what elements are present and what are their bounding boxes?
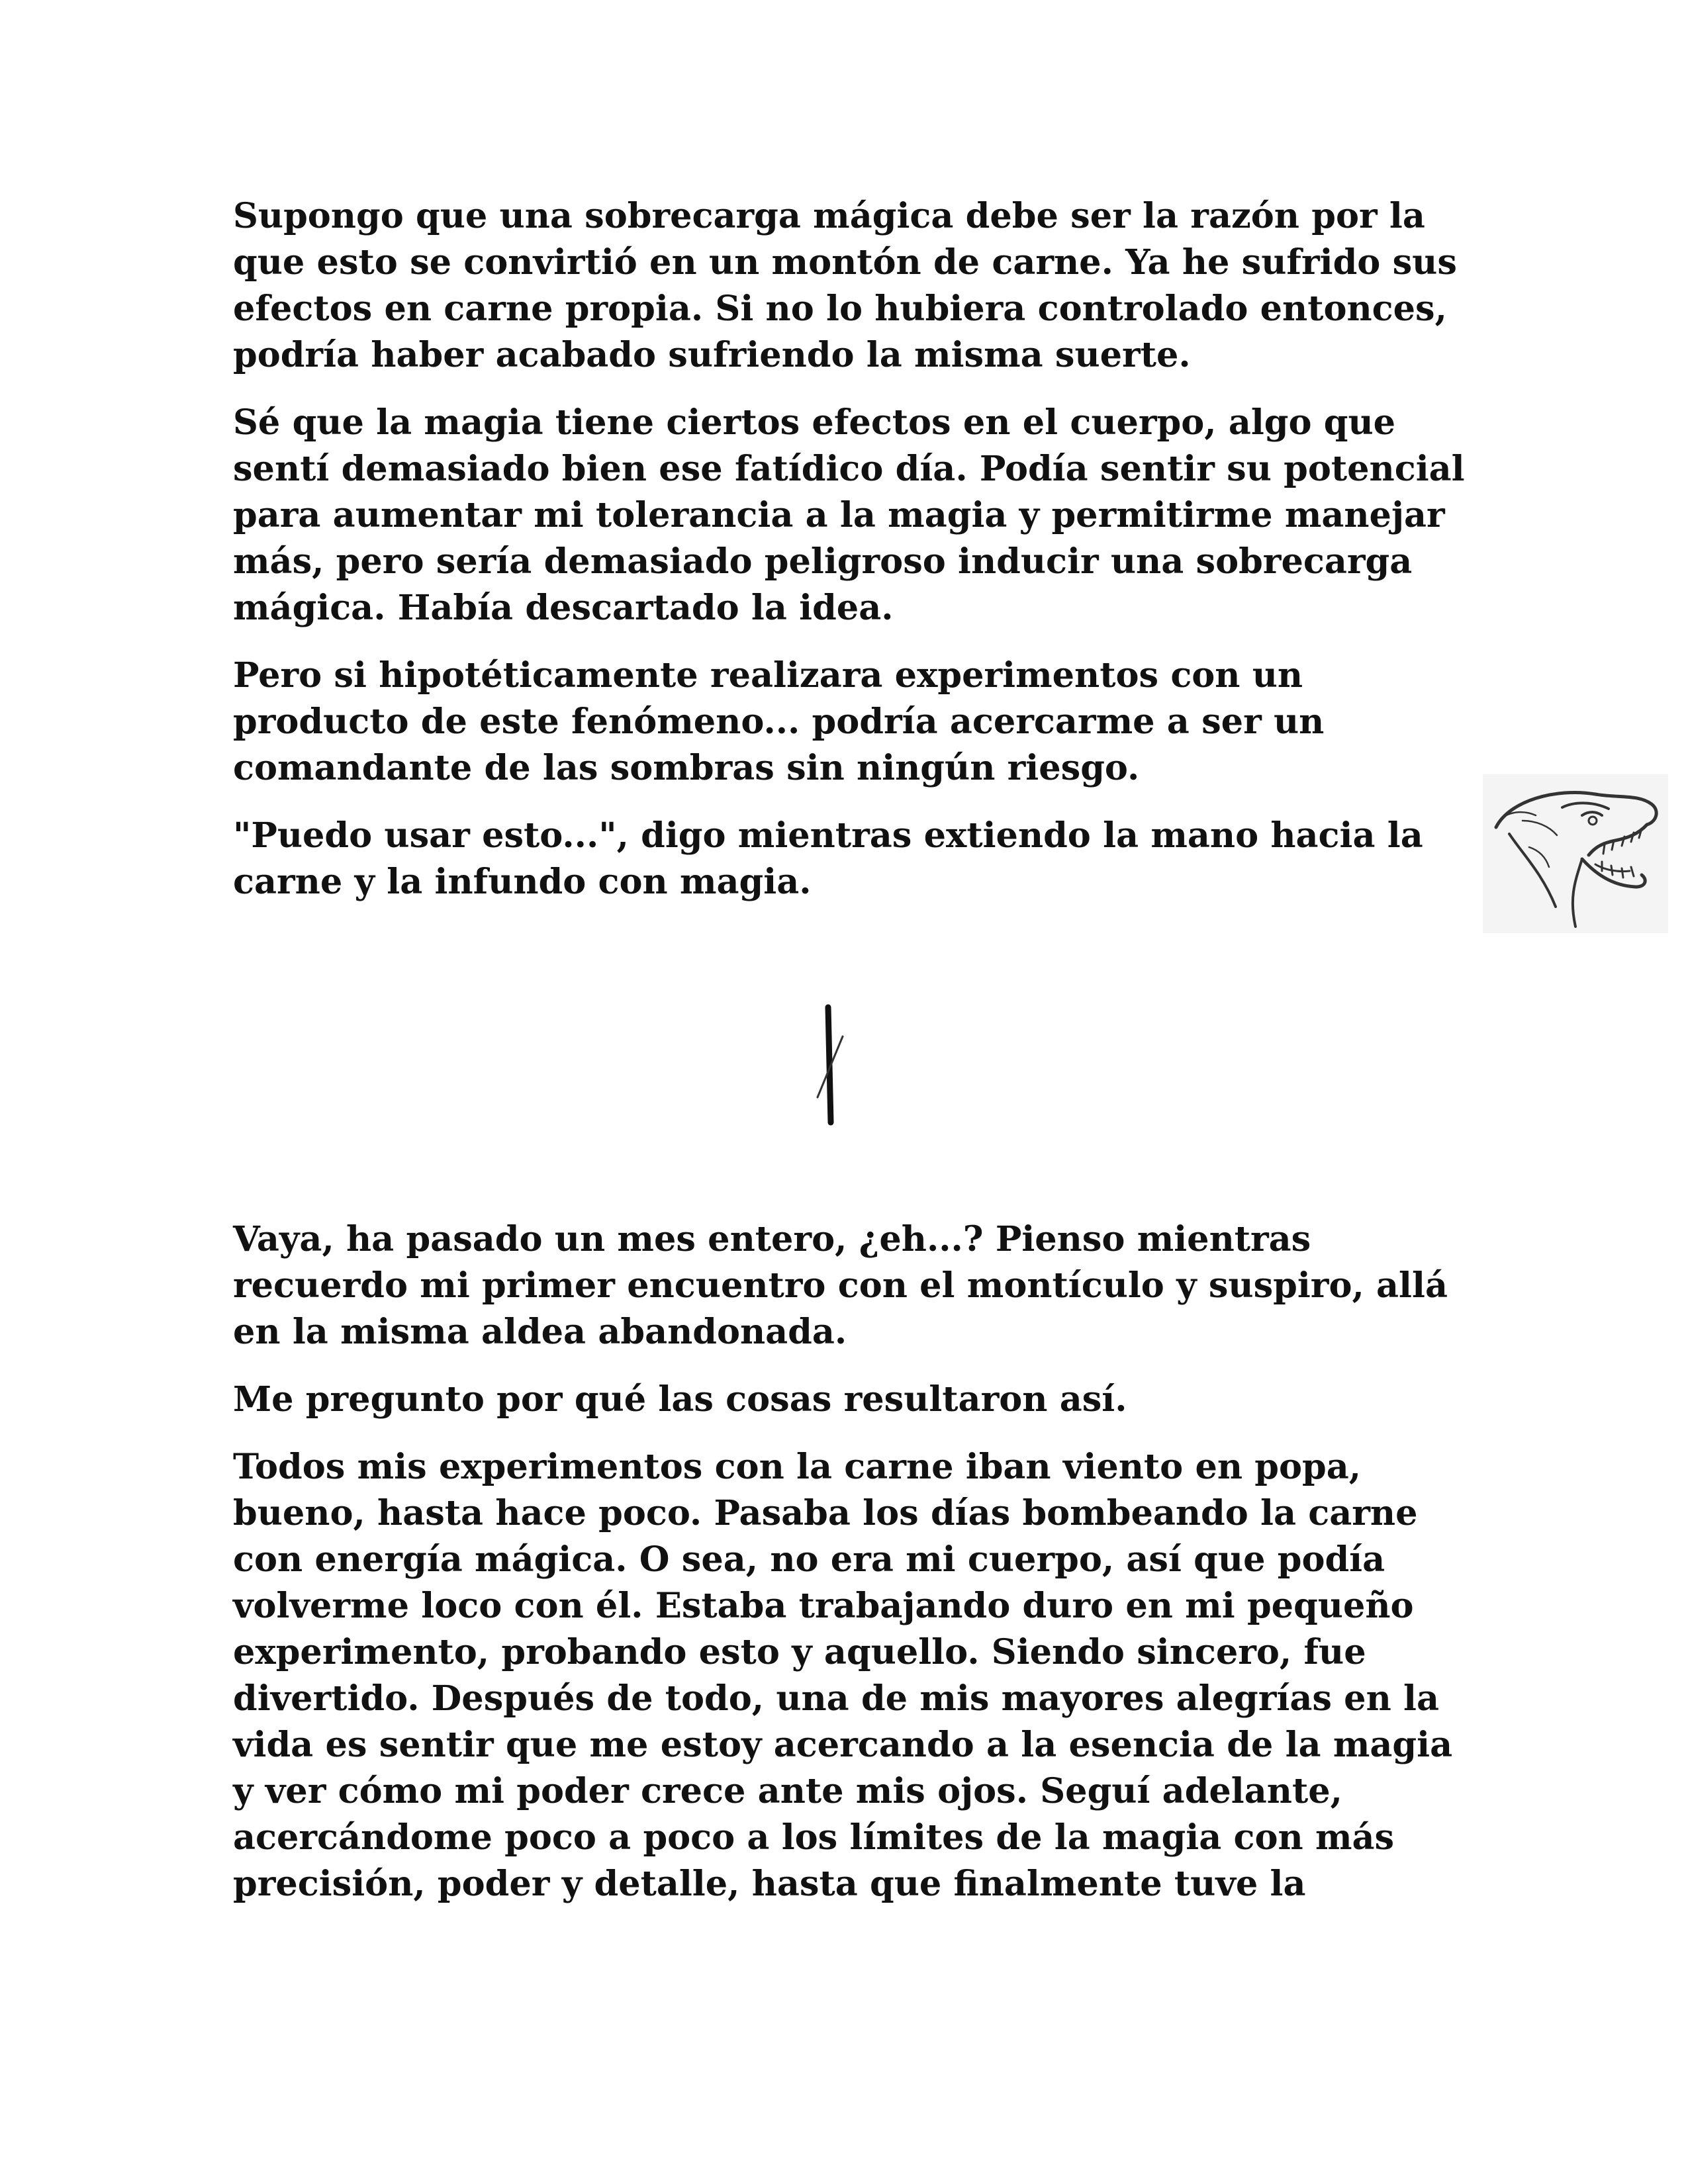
paragraph: Todos mis experimentos con la carne iban viento en popa, bueno, hasta hace poco. Pasaba los días bombeando la carne con energía mágica. O sea, no era mi cuerpo, así que podía volverme loco con él. Estaba trabajando duro en mi pequeño experimento, probando esto y aquello. Siendo sincero, fue divertido. Después de todo, una de mis mayores alegrías en la vida es sentir que me estoy acercando a la esencia de la magia y ver cómo mi poder crece ante mis ojos. Seguí adelante, acercándome poco a poco a los límites de la magia con más precisión, poder y detalle, hasta que finalmente tuve la [233,1447,1453,1904]
paragraph: Supongo que una sobrecarga mágica debe ser la razón por la que esto se convirtió en un montón de carne. Ya he sufrido sus efectos en carne propia. Si no lo hubiera controlado entonces, podría haber acabado sufriendo la misma suerte. [233,196,1457,375]
paragraph: "Puedo usar esto...", digo mientras extiendo la mano hacia la carne y la infundo con magia. [233,815,1423,902]
dinosaur-head-logo-icon [1483,774,1668,933]
top-text-block [233,193,1477,927]
paragraph: Sé que la magia tiene ciertos efectos en el cuerpo, algo que sentí demasiado bien ese fatídico día. Podía sentir su potencial para aumentar mi tolerancia a la magia y permitirme manejar más, pero sería demasiado peligroso inducir una sobrecarga mágica. Había descartado la idea. [233,402,1465,628]
paragraph: Vaya, ha pasado un mes entero, ¿eh...? Pienso mientras recuerdo mi primer encuentro con el montículo y suspiro, allá en la misma aldea abandonada. [233,1219,1448,1352]
bottom-text-block [233,1216,1477,1929]
scene-break-rune-icon [804,998,857,1130]
paragraph: Me pregunto por qué las cosas resultaron así. [233,1379,1127,1420]
paragraph: Pero si hipotéticamente realizara experimentos con un producto de este fenómeno... podría acercarme a ser un comandante de las sombras sin ningún riesgo. [233,655,1325,788]
